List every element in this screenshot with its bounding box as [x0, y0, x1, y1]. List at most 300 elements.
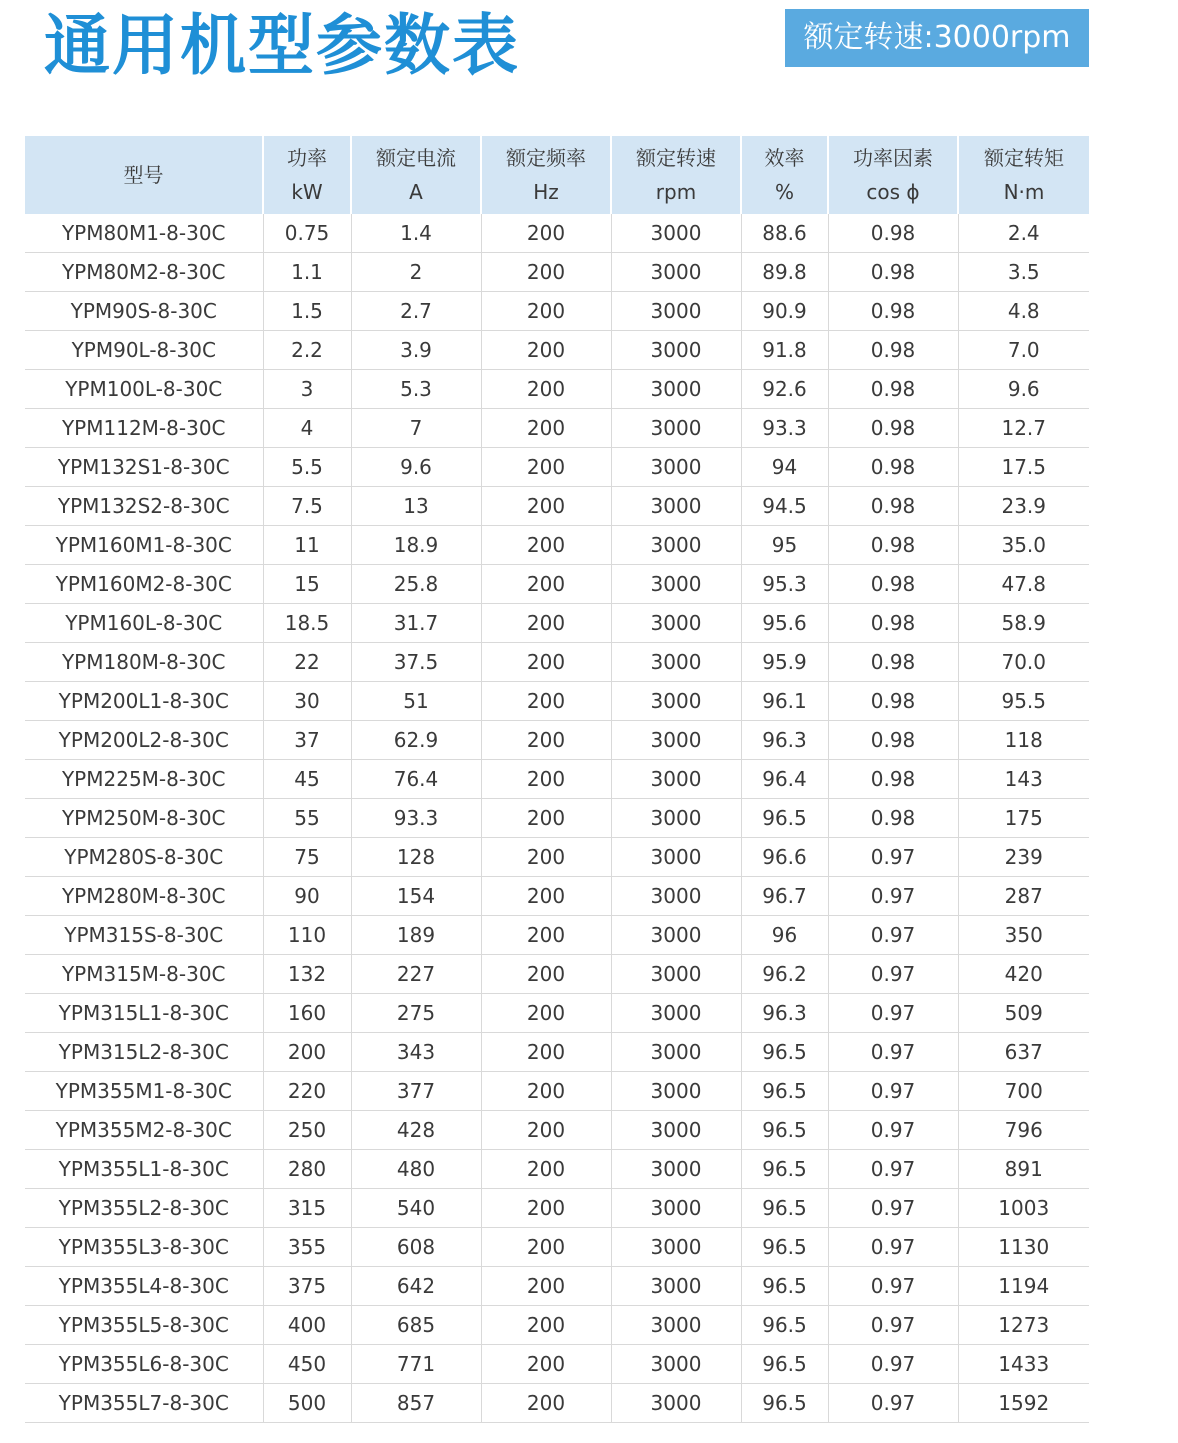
cell-rated-current: 25.8	[351, 565, 481, 604]
table-row	[25, 1267, 1089, 1306]
cell-rated-frequency: 200	[481, 1033, 611, 1072]
cell-rated-frequency: 200	[481, 1306, 611, 1345]
table-row	[25, 409, 1089, 448]
cell-model: YPM180M-8-30C	[25, 643, 263, 682]
cell-rated-speed: 3000	[611, 1306, 741, 1345]
cell-power: 220	[263, 1072, 351, 1111]
cell-power: 355	[263, 1228, 351, 1267]
cell-rated-speed: 3000	[611, 1033, 741, 1072]
cell-rated-speed: 3000	[611, 994, 741, 1033]
cell-efficiency: 93.3	[741, 409, 828, 448]
cell-rated-speed: 3000	[611, 682, 741, 721]
cell-rated-speed: 3000	[611, 214, 741, 253]
cell-rated-torque: 35.0	[958, 526, 1089, 565]
cell-efficiency: 96.2	[741, 955, 828, 994]
table-row	[25, 1033, 1089, 1072]
cell-efficiency: 95	[741, 526, 828, 565]
header-rated-current	[351, 136, 481, 214]
cell-power: 15	[263, 565, 351, 604]
cell-rated-frequency: 200	[481, 409, 611, 448]
cell-rated-speed: 3000	[611, 955, 741, 994]
cell-rated-frequency: 200	[481, 994, 611, 1033]
cell-rated-torque: 58.9	[958, 604, 1089, 643]
table-row	[25, 604, 1089, 643]
cell-power-factor: 0.98	[828, 643, 958, 682]
cell-power: 375	[263, 1267, 351, 1306]
cell-rated-frequency: 200	[481, 1111, 611, 1150]
cell-rated-frequency: 200	[481, 838, 611, 877]
cell-model: YPM100L-8-30C	[25, 370, 263, 409]
cell-model: YPM160M2-8-30C	[25, 565, 263, 604]
cell-rated-current: 13	[351, 487, 481, 526]
cell-power-factor: 0.97	[828, 1150, 958, 1189]
cell-efficiency: 96.3	[741, 721, 828, 760]
cell-rated-speed: 3000	[611, 487, 741, 526]
table-row	[25, 760, 1089, 799]
cell-rated-torque: 796	[958, 1111, 1089, 1150]
cell-model: YPM315L1-8-30C	[25, 994, 263, 1033]
header-unit: kW	[291, 180, 323, 204]
cell-rated-speed: 3000	[611, 292, 741, 331]
cell-rated-frequency: 200	[481, 877, 611, 916]
cell-rated-frequency: 200	[481, 955, 611, 994]
cell-efficiency: 96.5	[741, 1111, 828, 1150]
table-row	[25, 838, 1089, 877]
header-unit: rpm	[655, 180, 697, 204]
cell-rated-speed: 3000	[611, 838, 741, 877]
cell-rated-speed: 3000	[611, 331, 741, 370]
cell-power-factor: 0.97	[828, 916, 958, 955]
cell-model: YPM280S-8-30C	[25, 838, 263, 877]
cell-efficiency: 96.6	[741, 838, 828, 877]
cell-power-factor: 0.97	[828, 1384, 958, 1423]
cell-efficiency: 89.8	[741, 253, 828, 292]
cell-model: YPM315S-8-30C	[25, 916, 263, 955]
header-label: 功率因素	[853, 146, 933, 170]
cell-power: 5.5	[263, 448, 351, 487]
header-label: 额定转矩	[984, 146, 1064, 170]
cell-rated-current: 642	[351, 1267, 481, 1306]
cell-rated-frequency: 200	[481, 721, 611, 760]
cell-rated-speed: 3000	[611, 1228, 741, 1267]
cell-power: 0.75	[263, 214, 351, 253]
cell-power: 200	[263, 1033, 351, 1072]
table-row	[25, 994, 1089, 1033]
cell-efficiency: 94	[741, 448, 828, 487]
cell-rated-current: 7	[351, 409, 481, 448]
cell-rated-current: 275	[351, 994, 481, 1033]
cell-power: 75	[263, 838, 351, 877]
table-row	[25, 565, 1089, 604]
table-row	[25, 370, 1089, 409]
cell-rated-current: 9.6	[351, 448, 481, 487]
cell-model: YPM355L6-8-30C	[25, 1345, 263, 1384]
table-row	[25, 1150, 1089, 1189]
table-body	[25, 214, 1089, 1423]
cell-power: 110	[263, 916, 351, 955]
cell-model: YPM315L2-8-30C	[25, 1033, 263, 1072]
cell-power-factor: 0.98	[828, 214, 958, 253]
cell-rated-speed: 3000	[611, 1384, 741, 1423]
cell-efficiency: 96.5	[741, 1033, 828, 1072]
cell-model: YPM200L2-8-30C	[25, 721, 263, 760]
cell-model: YPM355L4-8-30C	[25, 1267, 263, 1306]
rated-speed-badge: 额定转速:3000rpm	[785, 9, 1089, 67]
cell-rated-current: 93.3	[351, 799, 481, 838]
cell-rated-frequency: 200	[481, 1189, 611, 1228]
table-row	[25, 331, 1089, 370]
cell-model: YPM355L1-8-30C	[25, 1150, 263, 1189]
table-row	[25, 643, 1089, 682]
cell-power: 7.5	[263, 487, 351, 526]
cell-rated-torque: 175	[958, 799, 1089, 838]
header-unit: cos ϕ	[866, 180, 920, 204]
cell-power-factor: 0.98	[828, 331, 958, 370]
table-row	[25, 487, 1089, 526]
cell-rated-speed: 3000	[611, 409, 741, 448]
cell-efficiency: 96.1	[741, 682, 828, 721]
cell-rated-speed: 3000	[611, 721, 741, 760]
table-row	[25, 526, 1089, 565]
cell-power-factor: 0.98	[828, 448, 958, 487]
cell-rated-speed: 3000	[611, 1189, 741, 1228]
cell-power-factor: 0.98	[828, 487, 958, 526]
cell-rated-frequency: 200	[481, 487, 611, 526]
cell-model: YPM355M1-8-30C	[25, 1072, 263, 1111]
cell-rated-current: 2.7	[351, 292, 481, 331]
table-row	[25, 292, 1089, 331]
table-row	[25, 1189, 1089, 1228]
cell-rated-speed: 3000	[611, 370, 741, 409]
cell-rated-frequency: 200	[481, 370, 611, 409]
page-title: 通用机型参数表	[44, 7, 520, 84]
cell-power: 4	[263, 409, 351, 448]
cell-efficiency: 96.5	[741, 1189, 828, 1228]
cell-efficiency: 96.5	[741, 1345, 828, 1384]
cell-power: 1.1	[263, 253, 351, 292]
table-row	[25, 1111, 1089, 1150]
cell-power: 90	[263, 877, 351, 916]
cell-rated-current: 608	[351, 1228, 481, 1267]
table-row	[25, 721, 1089, 760]
cell-rated-current: 5.3	[351, 370, 481, 409]
cell-power: 30	[263, 682, 351, 721]
cell-rated-torque: 509	[958, 994, 1089, 1033]
cell-power-factor: 0.98	[828, 565, 958, 604]
cell-rated-frequency: 200	[481, 292, 611, 331]
cell-efficiency: 88.6	[741, 214, 828, 253]
cell-rated-frequency: 200	[481, 1228, 611, 1267]
cell-rated-frequency: 200	[481, 760, 611, 799]
cell-rated-current: 18.9	[351, 526, 481, 565]
cell-power: 3	[263, 370, 351, 409]
cell-power-factor: 0.97	[828, 1345, 958, 1384]
cell-rated-torque: 1433	[958, 1345, 1089, 1384]
header-unit: N·m	[1003, 180, 1045, 204]
cell-power: 22	[263, 643, 351, 682]
cell-power-factor: 0.97	[828, 1033, 958, 1072]
cell-rated-speed: 3000	[611, 1267, 741, 1306]
cell-power-factor: 0.97	[828, 1072, 958, 1111]
cell-power-factor: 0.98	[828, 721, 958, 760]
header-label: 额定转速	[636, 146, 716, 170]
cell-efficiency: 96.5	[741, 1306, 828, 1345]
cell-efficiency: 96.5	[741, 1267, 828, 1306]
cell-power-factor: 0.98	[828, 604, 958, 643]
cell-model: YPM280M-8-30C	[25, 877, 263, 916]
cell-rated-torque: 287	[958, 877, 1089, 916]
cell-model: YPM225M-8-30C	[25, 760, 263, 799]
header-unit: %	[774, 180, 794, 204]
header-model: 型号	[25, 136, 263, 214]
cell-rated-speed: 3000	[611, 643, 741, 682]
cell-power-factor: 0.97	[828, 994, 958, 1033]
cell-rated-torque: 118	[958, 721, 1089, 760]
cell-power: 37	[263, 721, 351, 760]
cell-rated-torque: 3.5	[958, 253, 1089, 292]
cell-rated-speed: 3000	[611, 760, 741, 799]
cell-rated-current: 37.5	[351, 643, 481, 682]
cell-rated-current: 480	[351, 1150, 481, 1189]
cell-rated-frequency: 200	[481, 253, 611, 292]
cell-efficiency: 95.9	[741, 643, 828, 682]
cell-model: YPM90S-8-30C	[25, 292, 263, 331]
table-header-row	[25, 136, 1089, 214]
header-label: 额定电流	[376, 146, 456, 170]
header-rated-frequency	[481, 136, 611, 214]
table-row	[25, 877, 1089, 916]
header-power-factor	[828, 136, 958, 214]
cell-rated-torque: 700	[958, 1072, 1089, 1111]
cell-rated-current: 31.7	[351, 604, 481, 643]
cell-power: 45	[263, 760, 351, 799]
cell-rated-current: 227	[351, 955, 481, 994]
cell-rated-torque: 637	[958, 1033, 1089, 1072]
cell-power-factor: 0.98	[828, 370, 958, 409]
cell-model: YPM132S1-8-30C	[25, 448, 263, 487]
cell-rated-frequency: 200	[481, 682, 611, 721]
cell-power-factor: 0.97	[828, 1111, 958, 1150]
table-row	[25, 448, 1089, 487]
cell-rated-current: 2	[351, 253, 481, 292]
cell-model: YPM355L7-8-30C	[25, 1384, 263, 1423]
cell-rated-torque: 1130	[958, 1228, 1089, 1267]
cell-power-factor: 0.97	[828, 1189, 958, 1228]
cell-rated-frequency: 200	[481, 1267, 611, 1306]
cell-model: YPM355L3-8-30C	[25, 1228, 263, 1267]
cell-power-factor: 0.97	[828, 1228, 958, 1267]
cell-efficiency: 96.3	[741, 994, 828, 1033]
cell-rated-torque: 143	[958, 760, 1089, 799]
cell-rated-current: 51	[351, 682, 481, 721]
table-row	[25, 799, 1089, 838]
cell-rated-frequency: 200	[481, 643, 611, 682]
cell-rated-torque: 1273	[958, 1306, 1089, 1345]
cell-power-factor: 0.97	[828, 838, 958, 877]
cell-model: YPM132S2-8-30C	[25, 487, 263, 526]
table-row	[25, 253, 1089, 292]
cell-rated-current: 685	[351, 1306, 481, 1345]
table-row	[25, 682, 1089, 721]
cell-power: 55	[263, 799, 351, 838]
cell-power: 280	[263, 1150, 351, 1189]
cell-rated-current: 343	[351, 1033, 481, 1072]
cell-rated-frequency: 200	[481, 1072, 611, 1111]
cell-rated-frequency: 200	[481, 526, 611, 565]
cell-model: YPM80M1-8-30C	[25, 214, 263, 253]
cell-rated-frequency: 200	[481, 1150, 611, 1189]
cell-power-factor: 0.98	[828, 292, 958, 331]
table-row	[25, 214, 1089, 253]
cell-efficiency: 96.5	[741, 1072, 828, 1111]
cell-model: YPM112M-8-30C	[25, 409, 263, 448]
cell-efficiency: 96.5	[741, 1384, 828, 1423]
cell-power: 132	[263, 955, 351, 994]
cell-rated-torque: 239	[958, 838, 1089, 877]
cell-rated-torque: 17.5	[958, 448, 1089, 487]
cell-rated-current: 128	[351, 838, 481, 877]
cell-rated-torque: 95.5	[958, 682, 1089, 721]
header-rated-speed	[611, 136, 741, 214]
table-row	[25, 1384, 1089, 1423]
cell-rated-frequency: 200	[481, 916, 611, 955]
header-power	[263, 136, 351, 214]
header-rated-torque	[958, 136, 1089, 214]
cell-rated-speed: 3000	[611, 448, 741, 487]
cell-rated-current: 154	[351, 877, 481, 916]
cell-model: YPM250M-8-30C	[25, 799, 263, 838]
cell-efficiency: 90.9	[741, 292, 828, 331]
cell-rated-frequency: 200	[481, 799, 611, 838]
cell-power: 11	[263, 526, 351, 565]
cell-power: 315	[263, 1189, 351, 1228]
table-row	[25, 1345, 1089, 1384]
cell-efficiency: 94.5	[741, 487, 828, 526]
cell-efficiency: 96	[741, 916, 828, 955]
cell-model: YPM200L1-8-30C	[25, 682, 263, 721]
cell-rated-speed: 3000	[611, 1072, 741, 1111]
cell-efficiency: 91.8	[741, 331, 828, 370]
cell-rated-torque: 23.9	[958, 487, 1089, 526]
cell-power-factor: 0.97	[828, 877, 958, 916]
cell-power: 18.5	[263, 604, 351, 643]
cell-rated-current: 540	[351, 1189, 481, 1228]
cell-rated-speed: 3000	[611, 1345, 741, 1384]
cell-power: 400	[263, 1306, 351, 1345]
cell-power-factor: 0.98	[828, 526, 958, 565]
cell-efficiency: 96.5	[741, 1228, 828, 1267]
cell-rated-frequency: 200	[481, 214, 611, 253]
parameter-table	[25, 136, 1089, 1423]
cell-power-factor: 0.97	[828, 1306, 958, 1345]
cell-power-factor: 0.97	[828, 1267, 958, 1306]
cell-model: YPM160M1-8-30C	[25, 526, 263, 565]
cell-power-factor: 0.98	[828, 799, 958, 838]
table-row	[25, 1306, 1089, 1345]
header-efficiency	[741, 136, 828, 214]
cell-rated-current: 189	[351, 916, 481, 955]
cell-power: 1.5	[263, 292, 351, 331]
cell-efficiency: 96.7	[741, 877, 828, 916]
cell-efficiency: 96.5	[741, 799, 828, 838]
cell-power-factor: 0.98	[828, 760, 958, 799]
cell-power-factor: 0.97	[828, 955, 958, 994]
cell-rated-frequency: 200	[481, 1345, 611, 1384]
cell-rated-speed: 3000	[611, 1150, 741, 1189]
cell-power: 250	[263, 1111, 351, 1150]
cell-rated-torque: 891	[958, 1150, 1089, 1189]
cell-rated-current: 3.9	[351, 331, 481, 370]
cell-rated-speed: 3000	[611, 253, 741, 292]
cell-rated-torque: 1003	[958, 1189, 1089, 1228]
cell-rated-speed: 3000	[611, 877, 741, 916]
cell-rated-current: 428	[351, 1111, 481, 1150]
cell-rated-current: 377	[351, 1072, 481, 1111]
cell-power: 2.2	[263, 331, 351, 370]
cell-power-factor: 0.98	[828, 409, 958, 448]
header-unit: A	[409, 180, 423, 204]
cell-efficiency: 96.4	[741, 760, 828, 799]
cell-rated-torque: 1194	[958, 1267, 1089, 1306]
cell-model: YPM80M2-8-30C	[25, 253, 263, 292]
cell-power: 500	[263, 1384, 351, 1423]
header-unit: Hz	[533, 180, 559, 204]
cell-rated-frequency: 200	[481, 448, 611, 487]
header-label: 额定频率	[506, 146, 586, 170]
cell-rated-speed: 3000	[611, 799, 741, 838]
cell-rated-current: 76.4	[351, 760, 481, 799]
table-row	[25, 955, 1089, 994]
cell-model: YPM160L-8-30C	[25, 604, 263, 643]
cell-rated-current: 857	[351, 1384, 481, 1423]
cell-rated-torque: 7.0	[958, 331, 1089, 370]
cell-rated-torque: 1592	[958, 1384, 1089, 1423]
cell-rated-current: 771	[351, 1345, 481, 1384]
cell-rated-speed: 3000	[611, 604, 741, 643]
cell-rated-frequency: 200	[481, 1384, 611, 1423]
cell-rated-torque: 9.6	[958, 370, 1089, 409]
cell-model: YPM315M-8-30C	[25, 955, 263, 994]
cell-efficiency: 92.6	[741, 370, 828, 409]
header-label: 效率	[764, 146, 805, 170]
table-row	[25, 916, 1089, 955]
cell-rated-torque: 4.8	[958, 292, 1089, 331]
cell-power-factor: 0.98	[828, 682, 958, 721]
header-label: 功率	[287, 146, 327, 170]
cell-power-factor: 0.98	[828, 253, 958, 292]
cell-rated-speed: 3000	[611, 526, 741, 565]
cell-rated-torque: 350	[958, 916, 1089, 955]
cell-rated-frequency: 200	[481, 331, 611, 370]
cell-power: 160	[263, 994, 351, 1033]
cell-rated-speed: 3000	[611, 1111, 741, 1150]
cell-model: YPM90L-8-30C	[25, 331, 263, 370]
cell-rated-torque: 2.4	[958, 214, 1089, 253]
cell-rated-frequency: 200	[481, 565, 611, 604]
cell-power: 450	[263, 1345, 351, 1384]
cell-rated-torque: 70.0	[958, 643, 1089, 682]
cell-rated-speed: 3000	[611, 565, 741, 604]
cell-model: YPM355M2-8-30C	[25, 1111, 263, 1150]
cell-rated-torque: 420	[958, 955, 1089, 994]
table-row	[25, 1072, 1089, 1111]
cell-rated-torque: 12.7	[958, 409, 1089, 448]
cell-rated-torque: 47.8	[958, 565, 1089, 604]
cell-efficiency: 95.6	[741, 604, 828, 643]
cell-rated-frequency: 200	[481, 604, 611, 643]
cell-rated-current: 62.9	[351, 721, 481, 760]
cell-efficiency: 95.3	[741, 565, 828, 604]
